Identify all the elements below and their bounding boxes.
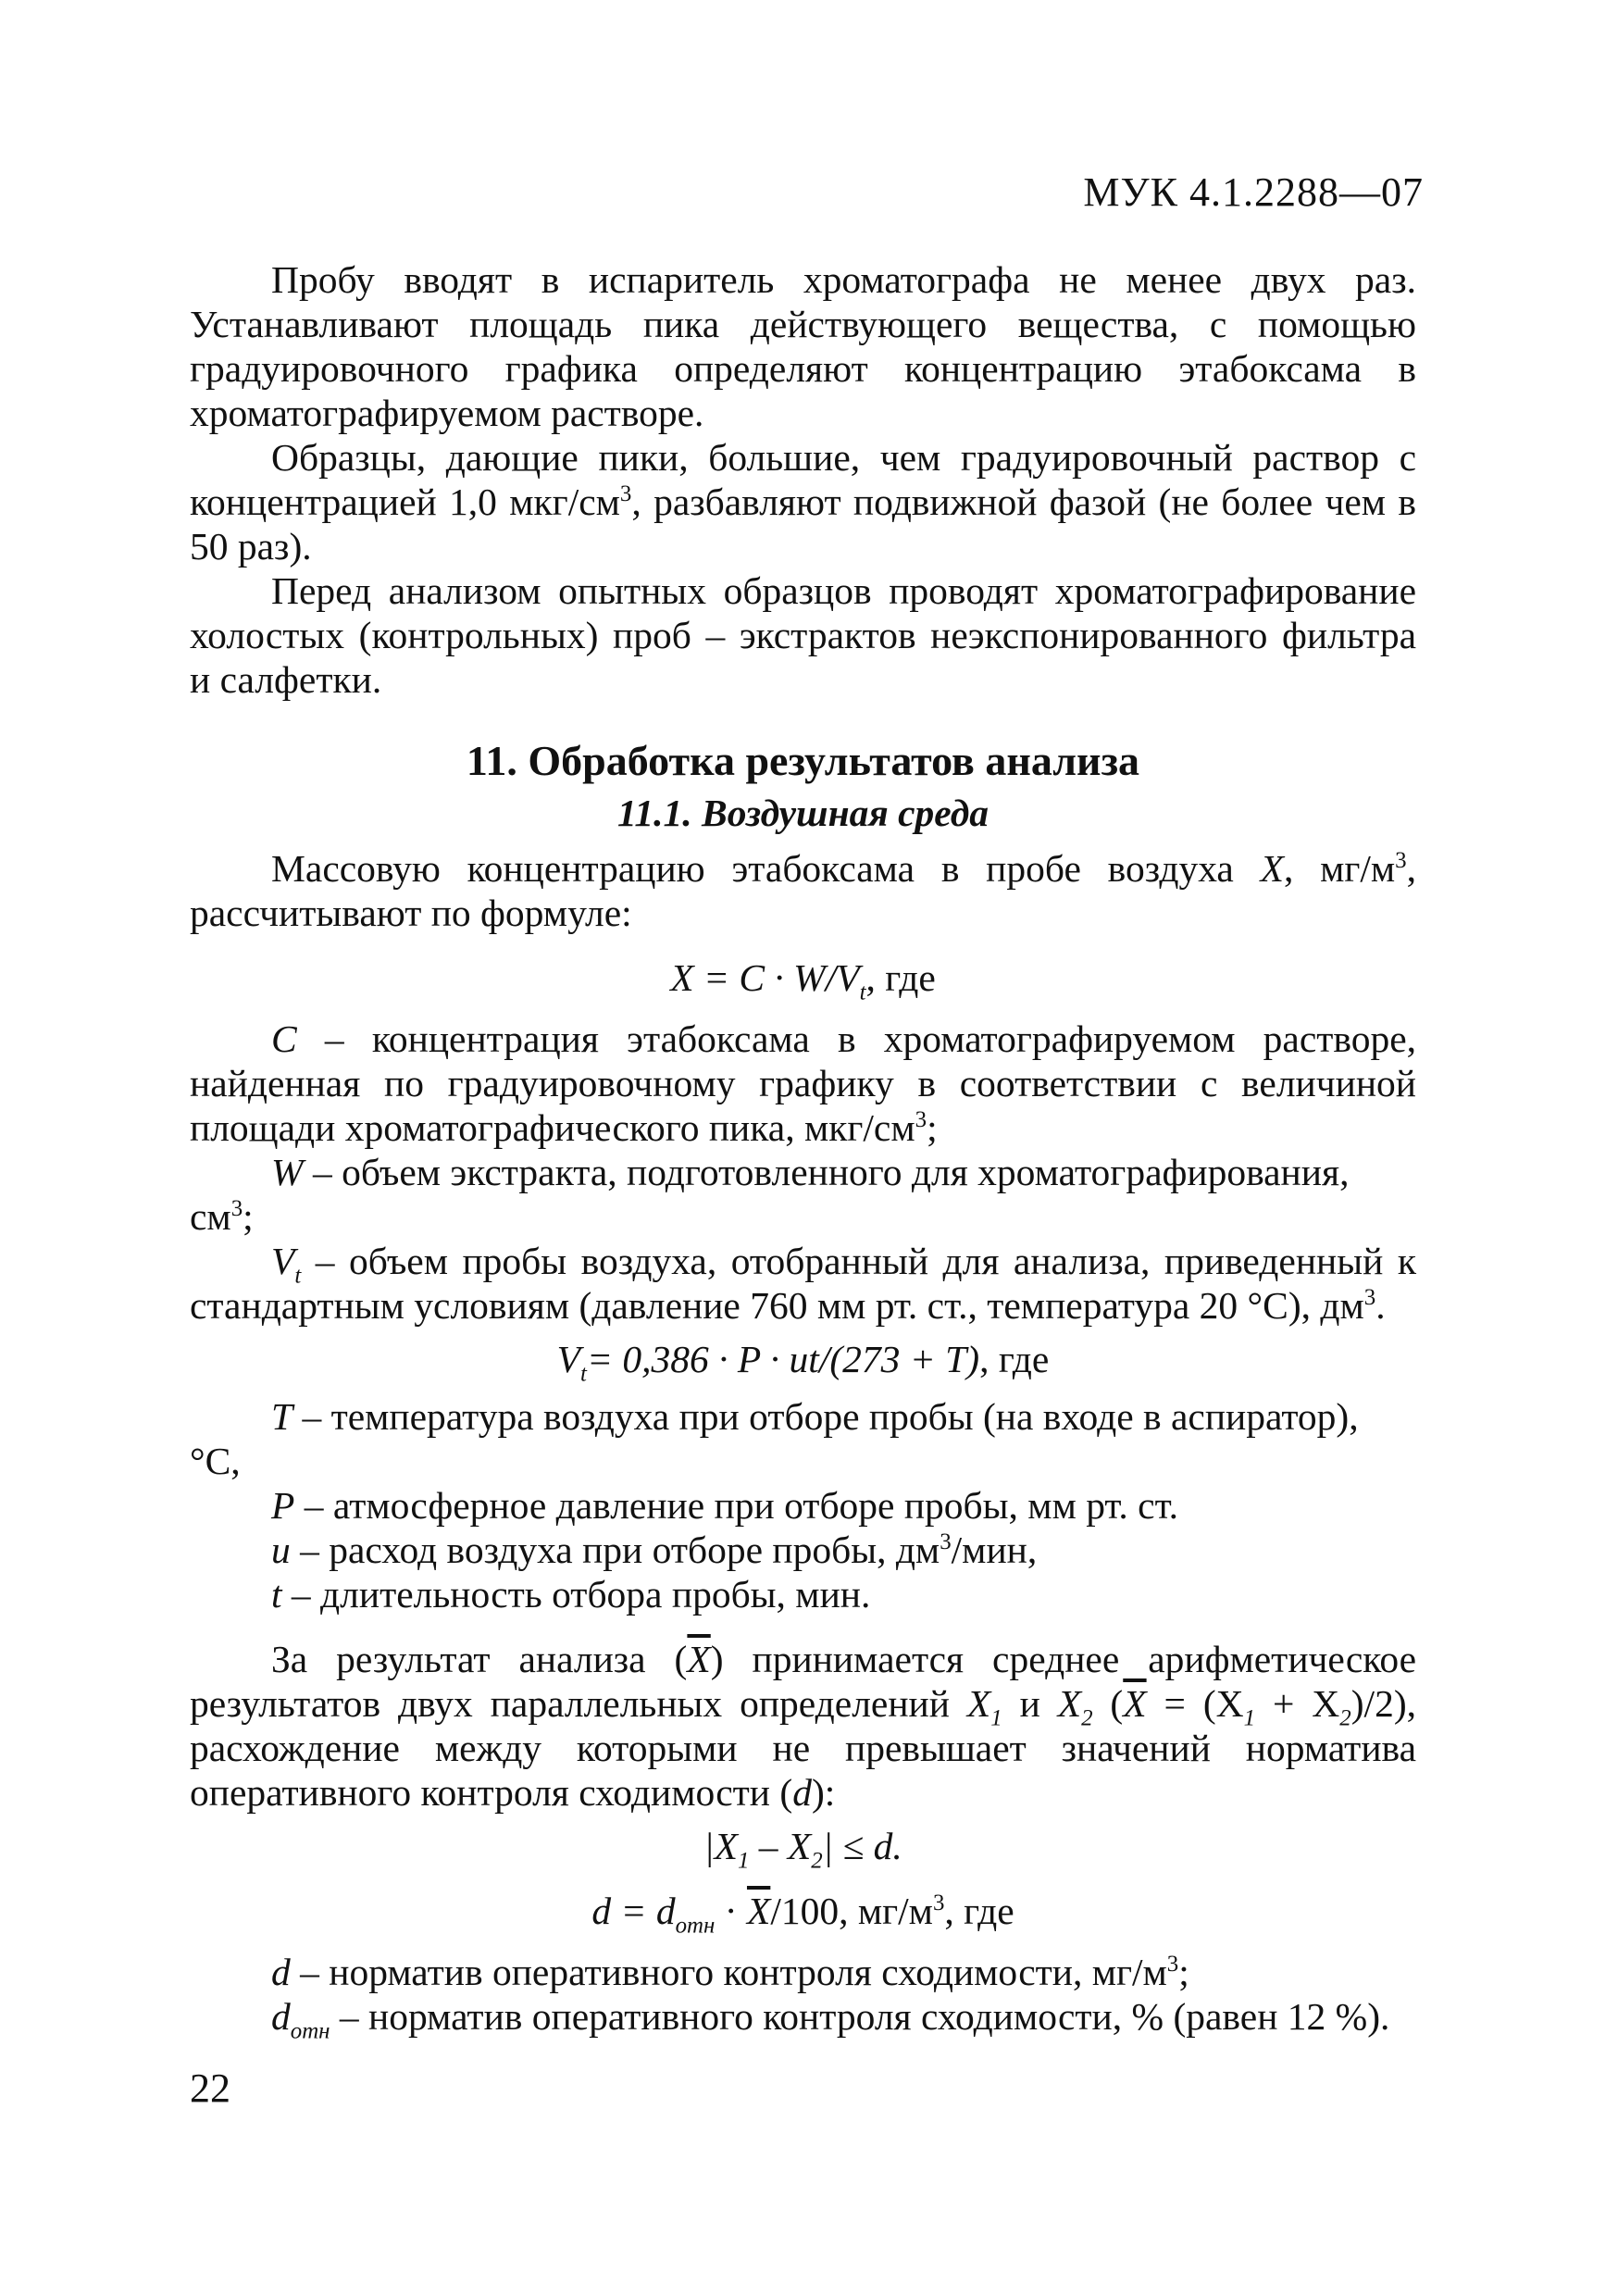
definition-vt <box>190 1239 1416 1328</box>
formula-x-tail: , где <box>865 956 936 999</box>
def-d-var: d <box>271 1951 291 1993</box>
intro-text-a: Массовую концентрацию этабоксама в пробе воздуха <box>271 847 1261 890</box>
f4-xbar: $\overline{X}$ <box>746 1890 771 1932</box>
cube-superscript: 3 <box>1395 848 1407 874</box>
page-body <box>190 257 1417 2044</box>
def-dotn-var: d <box>271 1995 291 2038</box>
cube-superscript: 3 <box>1166 1952 1179 1978</box>
f3-s1: 1 <box>737 1848 750 1874</box>
f3-c: | ≤ d. <box>822 1825 902 1867</box>
formula-x-sub: t <box>859 980 866 1005</box>
dilution-text-b: , разбавляют подвижной фазой (не более чем в 50 раз). <box>190 480 1416 568</box>
formula-vt <box>190 1337 1416 1387</box>
cube-superscript: 3 <box>1363 1285 1376 1311</box>
result-x1-sub: 1 <box>990 1705 1002 1731</box>
def-u-end: /мин, <box>951 1529 1038 1571</box>
cube-superscript: 3 <box>915 1107 927 1133</box>
cube-superscript: 3 <box>230 1196 243 1222</box>
result-text-e: + X <box>1255 1682 1340 1725</box>
definition-c <box>190 1017 1416 1150</box>
definition-duration <box>190 1572 1416 1616</box>
intro-text-b: , мг/м <box>1283 847 1396 890</box>
result-and: и <box>1002 1682 1058 1725</box>
intro-text-c: , рассчитывают по формуле: <box>190 847 1416 934</box>
document-code-header: МУК 4.1.2288—07 <box>1083 169 1424 215</box>
dilution-text-a: Образцы, дающие пики, большие, чем градуировочный раствор с концентрацией 1,0 мкг/см <box>190 436 1416 523</box>
def-w-text: – объем экстракта, подготовленного для хроматографирования, см <box>190 1151 1350 1238</box>
formula-x-body: X = C · W/V <box>670 956 860 999</box>
result-d-var: d <box>792 1771 812 1814</box>
cube-superscript: 3 <box>619 481 632 507</box>
definition-u <box>190 1528 1416 1572</box>
subsection-title: 11.1. Воздушная среда <box>616 792 989 834</box>
def-w-end: ; <box>243 1195 254 1238</box>
page-number: 22 <box>190 2065 230 2111</box>
f4-b: · <box>715 1890 747 1932</box>
f4-sup: 3 <box>932 1890 945 1916</box>
spacer <box>190 1616 1416 1637</box>
formula-vt-body: = 0,386 · P · ut/(273 + T) <box>586 1338 980 1380</box>
def-t-text: – температура воздуха при отборе пробы (на входе в аспиратор), °C, <box>190 1395 1359 1482</box>
def-t-var: T <box>271 1395 293 1438</box>
result-e-sub2: 2 <box>1339 1705 1351 1731</box>
formula-d <box>190 1889 1416 1939</box>
f4-a: d = d <box>591 1890 676 1932</box>
def-dotn-text: – норматив оперативного контроля сходимости, % (равен 12 %). <box>330 1995 1390 2038</box>
result-text-d: = (X <box>1146 1682 1244 1725</box>
result-text-a: За результат анализа ( <box>271 1638 688 1680</box>
f4-sub: отн <box>675 1913 716 1939</box>
paragraph-result <box>190 1637 1416 1815</box>
definition-t <box>190 1394 1416 1483</box>
def-w-var: W <box>271 1151 304 1193</box>
formula-vt-sub: t <box>580 1361 587 1387</box>
formula-vt-var: V <box>556 1338 581 1380</box>
result-xbar2: $\overline{X}$ <box>1123 1682 1147 1725</box>
definition-dotn <box>190 1994 1416 2044</box>
def-tt-var: t <box>271 1573 282 1616</box>
paragraph-dilution <box>190 435 1416 568</box>
def-dotn-sub: отн <box>290 2018 330 2044</box>
result-x2-sub: 2 <box>1081 1705 1093 1731</box>
intro-var-x: X <box>1260 847 1284 890</box>
section-title: 11. Обработка результатов анализа <box>466 737 1140 784</box>
result-text-f: )/2), расхождение между которыми не превышает значений норматива оперативного контроля сходимости ( <box>190 1682 1417 1814</box>
paragraph-injection: Пробу вводят в испаритель хроматографа не менее двух раз. Устанавливают площадь пика действующего вещества, с помощью градуировочного графика определяют концентрацию этабоксама в хроматографируемом растворе. <box>190 258 1416 434</box>
formula-vt-tail: , где <box>979 1338 1050 1380</box>
def-v-var: V <box>271 1240 295 1282</box>
result-d-sub1: 1 <box>1243 1705 1256 1731</box>
def-d-text: – норматив оперативного контроля сходимости, мг/м <box>290 1951 1167 1993</box>
def-u-var: u <box>271 1529 291 1571</box>
def-c-end: ; <box>927 1106 938 1149</box>
result-text-b: ) принимается среднее арифметическое результатов двух параллельных определений <box>190 1638 1416 1725</box>
cube-superscript: 3 <box>940 1529 952 1555</box>
def-p-var: P <box>271 1484 295 1527</box>
formula-x <box>190 955 1416 1005</box>
definition-w <box>190 1150 1416 1239</box>
def-c-text: – концентрация этабоксама в хроматографируемом растворе, найденная по градуировочному графику в соответствии с величиной площади хроматографического пика, мкг/см <box>190 1017 1416 1149</box>
f3-a: |X <box>703 1825 738 1867</box>
def-u-text: – расход воздуха при отборе пробы, дм <box>290 1529 940 1571</box>
result-text-c: ( <box>1092 1682 1124 1725</box>
result-text-g: ): <box>811 1771 836 1814</box>
result-x1: X <box>966 1682 991 1725</box>
result-x2: X <box>1057 1682 1082 1725</box>
paragraph-blank-samples: Перед анализом опытных образцов проводят хроматографирование холостых (контрольных) проб – экстрактов неэкспонированного фильтра и салфетки. <box>190 569 1416 701</box>
def-p-text: – атмосферное давление при отборе пробы, мм рт. ст. <box>294 1484 1178 1527</box>
f3-b: – X <box>749 1825 812 1867</box>
f4-c: /100, мг/м <box>770 1890 933 1932</box>
def-tt-text: – длительность отбора пробы, мин. <box>281 1573 871 1616</box>
f3-s2: 2 <box>811 1848 823 1874</box>
def-v-end: . <box>1375 1284 1386 1327</box>
def-d-end: ; <box>1178 1951 1189 1993</box>
def-c-var: C <box>271 1017 297 1060</box>
definition-p <box>190 1483 1416 1528</box>
paragraph-mass-concentration <box>190 846 1416 935</box>
definition-d <box>190 1950 1416 1994</box>
def-v-text: – объем пробы воздуха, отобранный для анализа, приведенный к стандартным условиям (давление 760 мм рт. ст., температура 20 °C), дм <box>190 1240 1416 1327</box>
result-xbar: $\overline{X}$ <box>687 1638 711 1680</box>
def-v-sub: t <box>294 1263 302 1289</box>
formula-difference <box>190 1824 1416 1874</box>
f4-d: , где <box>944 1890 1014 1932</box>
